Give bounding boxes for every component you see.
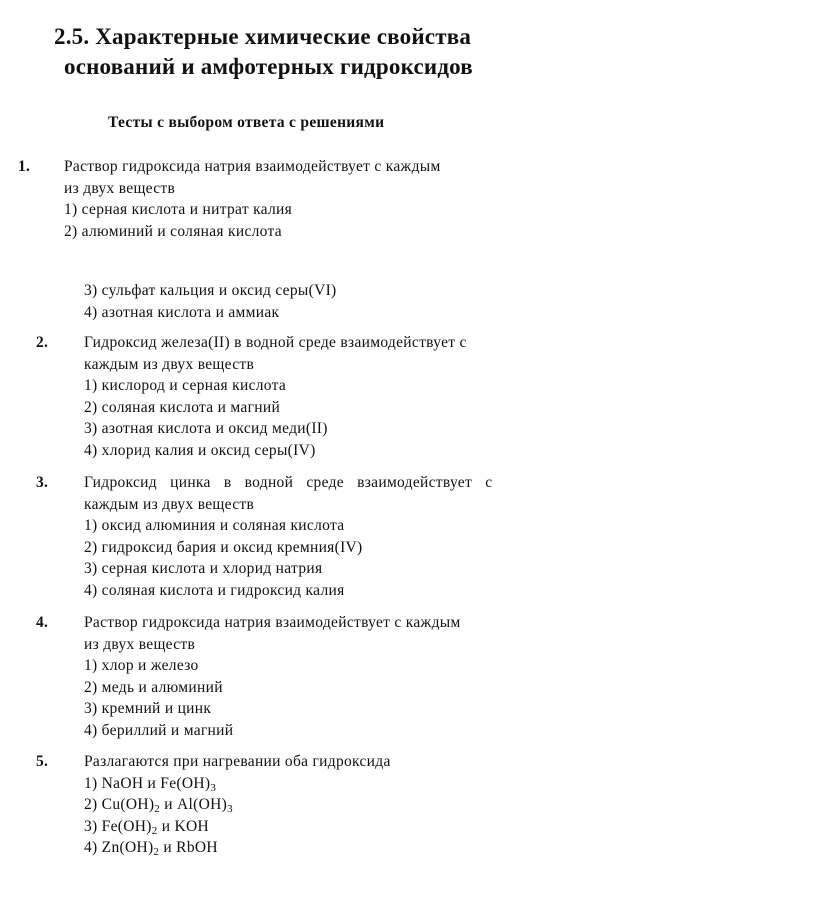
question-number: 2. [36,334,49,351]
answer-option-2: 2) гидроксид бария и оксид кремния(IV) [84,538,363,556]
question-stem-line1: Гидроксид железа(II) в водной среде взаимодействует с [84,334,467,351]
question-1-continued [84,280,554,323]
formula-text: 2) Cu(OH) [84,796,155,813]
answer-option-4: 4) бериллий и магний [84,721,234,739]
answer-option-1: 1) кислород и серная кислота [84,377,287,394]
question-stem-line2: каждым из двух веществ [84,495,255,513]
answer-option-1 [84,773,550,795]
question-stem-line2: из двух веществ [84,635,196,653]
question-number: 5. [36,753,49,770]
answer-option-2 [84,794,550,816]
answer-option-4: 4) хлорид калия и оксид серы(IV) [84,441,316,459]
question-stem-line2: из двух веществ [64,179,176,197]
formula-text: и RbOH [159,839,218,856]
question-stem-line1: Разлагаются при нагревании оба гидроксида [84,753,391,770]
answer-option-1: 1) серная кислота и нитрат калия [64,201,293,218]
formula-subscript: 2 [154,803,161,815]
question-1 [18,156,534,242]
answer-option-4: 4) соляная кислота и гидроксид калия [84,581,345,599]
section-title-line2: оснований и амфотерных гидроксидов [64,54,473,79]
formula-subscript: 3 [227,803,233,815]
answer-option-3: 3) серная кислота и хлорид натрия [84,560,323,577]
answer-option-1: 1) оксид алюминия и соляная кислота [84,517,345,534]
question-stem-line2: каждым из двух веществ [84,355,255,373]
question-5 [36,751,550,859]
question-number: 4. [36,614,49,631]
answer-option-4: 4) азотная кислота и аммиак [84,303,280,321]
question-stem-line1: Гидроксид цинка в водной среде взаимодействует с [84,474,493,491]
question-stem-line1: Раствор гидроксида натрия взаимодействует с каждым [64,158,441,175]
formula-text: и KOH [157,817,209,835]
subsection-heading: Тесты с выбором ответа с решениями [108,114,385,131]
formula-text: 4) Zn(OH) [84,839,154,856]
question-3 [36,472,550,601]
formula-text: 3) Fe(OH) [84,817,152,835]
section-title-line1: 2.5. Характерные химические свойства [54,24,472,49]
formula-text: 1) NaOH и Fe(OH) [84,774,211,792]
answer-option-3: 3) кремний и цинк [84,700,212,717]
section-title [54,22,473,82]
answer-option-3 [84,816,550,838]
formula-subscript: 2 [151,824,158,837]
question-number: 1. [18,158,31,175]
question-2 [36,332,550,461]
formula-text: и Al(OH) [160,796,228,813]
answer-option-4 [84,837,550,859]
answer-option-2: 2) алюминий и соляная кислота [64,222,282,240]
answer-option-2: 2) медь и алюминий [84,678,223,696]
formula-subscript: 3 [210,781,217,794]
question-4 [36,612,550,741]
formula-subscript: 2 [153,846,160,858]
answer-option-3: 3) азотная кислота и оксид меди(II) [84,420,328,437]
answer-option-2: 2) соляная кислота и магний [84,398,281,416]
question-stem-line1: Раствор гидроксида натрия взаимодействует с каждым [84,614,461,631]
answer-option-3: 3) сульфат кальция и оксид серы(VI) [84,282,337,299]
question-number: 3. [36,474,49,491]
answer-option-1: 1) хлор и железо [84,657,199,674]
